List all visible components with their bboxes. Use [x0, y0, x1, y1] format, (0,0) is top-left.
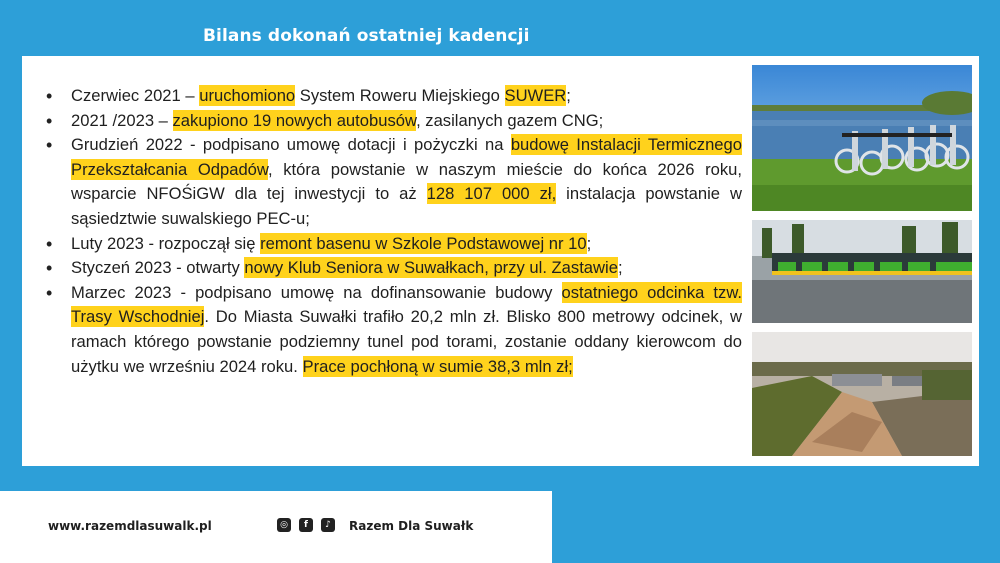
highlighted-text: ostatniego odcinka tzw. Trasy Wschodniej — [71, 282, 743, 327]
tiktok-icon[interactable]: ♪ — [321, 518, 335, 532]
cng-buses-photo — [752, 220, 972, 323]
brand-name: Razem Dla Suwałk — [349, 519, 474, 533]
city-bikes-photo — [752, 65, 972, 211]
list-item-text: ; — [586, 233, 592, 253]
list-item-text: . Do Miasta Suwałki trafiło 20,2 mln zł. Blisko 800 metrowy odcinek, w ramach którego powstanie podziemny tunel pod torami, zostanie oddany kierowcom do użytku we wrześniu 2024 roku. — [71, 307, 742, 376]
highlighted-text: Prace pochłoną w sumie 38,3 mln zł; — [302, 356, 573, 376]
list-item-text: , zasilanych gazem CNG; — [416, 110, 604, 130]
list-item-text: ; — [617, 258, 623, 278]
page-title: Bilans dokonań ostatniej kadencji — [203, 26, 530, 46]
highlighted-text: 128 107 000 zł, — [426, 184, 557, 204]
facebook-icon[interactable]: f — [299, 518, 313, 532]
list-item-text: ; — [566, 86, 571, 105]
list-item-text: Grudzień 2022 - podpisano umowę dotacji i pożyczki na — [71, 135, 511, 155]
highlighted-text: remont basenu w Szkole Podstawowej nr 10 — [260, 233, 587, 253]
list-item-text: Marzec 2023 - podpisano umowę na dofinansowanie budowy — [71, 282, 562, 302]
list-item — [48, 109, 742, 134]
website-link[interactable]: www.razemdlasuwalk.pl — [48, 519, 212, 533]
list-item-text: 2021 /2023 – — [71, 110, 173, 130]
highlighted-text: SUWER — [504, 86, 567, 105]
list-item — [48, 281, 742, 379]
achievements-list — [48, 84, 742, 379]
social-links — [277, 518, 335, 532]
list-item-text: Czerwiec 2021 – — [71, 86, 200, 105]
list-item — [48, 256, 742, 281]
list-item — [48, 133, 742, 231]
highlighted-text: zakupiono 19 nowych autobusów — [172, 110, 417, 130]
list-item — [48, 232, 742, 257]
highlighted-text: uruchomiono — [199, 86, 296, 105]
road-construction-photo — [752, 332, 972, 456]
highlighted-text: nowy Klub Seniora w Suwałkach, przy ul. Zastawie — [244, 258, 618, 278]
highlighted-text: budowę Instalacji Termicznego Przekształcania Odpadów — [71, 135, 742, 179]
list-item-text: System Roweru Miejskiego — [295, 86, 505, 105]
list-item-text: Styczeń 2023 - otwarty — [71, 258, 245, 278]
list-item-text: instalacja powstanie w sąsiedztwie suwalskiego PEC-u; — [71, 184, 742, 228]
list-item-text: Luty 2023 - rozpoczął się — [71, 233, 261, 253]
instagram-icon[interactable]: ◎ — [277, 518, 291, 532]
list-item — [48, 84, 742, 109]
list-item-text: , która powstanie w naszym mieście do końca 2026 roku, wsparcie NFOŚiGW dla tej inwestycji to aż — [71, 159, 742, 204]
